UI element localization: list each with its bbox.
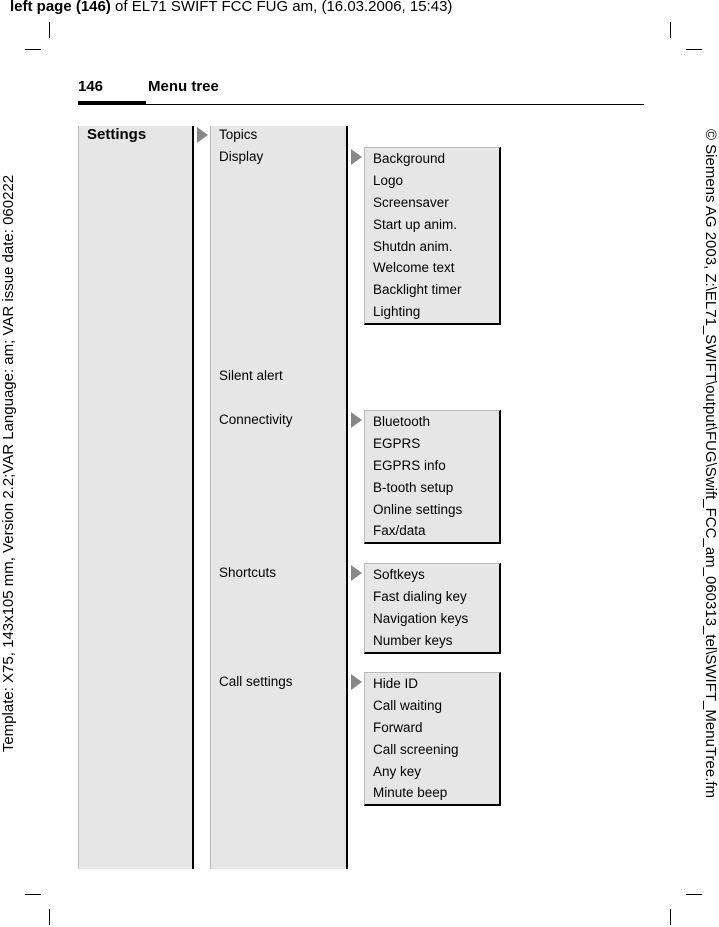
submenu-item: Fast dialing key — [373, 588, 467, 604]
menu-item-shortcuts: Shortcuts — [219, 565, 277, 580]
tree-level1-panel — [210, 126, 346, 869]
divider — [192, 126, 194, 869]
submenu-item: Screensaver — [373, 194, 449, 210]
menu-item-silent-alert: Silent alert — [219, 368, 283, 383]
submenu-item: Bluetooth — [373, 414, 431, 429]
submenu-item: Minute beep — [373, 785, 448, 801]
print-meta-line — [10, 0, 452, 15]
copyright-path: © Siemens AG 2003, Z:\EL71_SWIFT\output\FUG\Swift_FCC_am_060313_tel\SWIFT_MenuTree.fm — [702, 128, 719, 799]
submenu-call-settings — [364, 672, 501, 806]
submenu-item: Navigation keys — [373, 610, 469, 626]
submenu-item: Call screening — [373, 741, 459, 757]
section-title: Menu tree — [148, 78, 219, 95]
menu-item-connectivity: Connectivity — [219, 412, 293, 427]
submenu-item: Fax/data — [373, 523, 426, 539]
crop-mark — [49, 22, 50, 38]
tree-root-settings: Settings — [87, 126, 147, 143]
crop-mark — [25, 49, 41, 50]
submenu-item: Backlight timer — [373, 282, 462, 298]
submenu-item: Welcome text — [373, 260, 455, 276]
submenu-item: EGPRS — [373, 435, 421, 451]
page-number: 146 — [78, 78, 104, 95]
crop-mark — [49, 909, 50, 925]
menu-item-display: Display — [219, 149, 264, 164]
submenu-item: EGPRS info — [373, 457, 446, 473]
menu-item-topics: Topics — [219, 127, 258, 142]
submenu-shortcuts — [364, 563, 501, 654]
submenu-item: Shutdn anim. — [373, 238, 453, 254]
arrow-right-icon — [351, 565, 362, 581]
header-rule — [78, 104, 644, 105]
submenu-item: Online settings — [373, 501, 463, 517]
submenu-item: Call waiting — [373, 697, 443, 713]
crop-mark — [670, 909, 671, 925]
crop-mark — [670, 22, 671, 38]
submenu-connectivity — [364, 410, 501, 544]
crop-mark — [25, 894, 41, 895]
arrow-right-icon — [351, 149, 362, 165]
tree-root-panel — [78, 126, 192, 869]
submenu-item: Start up anim. — [373, 216, 458, 232]
submenu-item: Number keys — [373, 632, 453, 648]
print-meta-file: of EL71 SWIFT FCC FUG am, (16.03.2006, 15:43) — [110, 0, 453, 15]
divider — [78, 126, 79, 869]
print-meta-page: left page (146) — [10, 0, 111, 15]
submenu-item: Background — [373, 151, 446, 166]
divider — [210, 126, 211, 869]
submenu-item: Hide ID — [373, 676, 419, 691]
submenu-item: Forward — [373, 719, 423, 735]
divider — [346, 126, 348, 869]
menu-item-call-settings: Call settings — [219, 674, 293, 689]
arrow-right-icon — [197, 127, 208, 143]
template-info: Template: X75, 143x105 mm, Version 2.2;VAR Language: am; VAR issue date: 060222 — [0, 174, 17, 753]
submenu-item: B-tooth setup — [373, 479, 454, 495]
submenu-display — [364, 147, 501, 325]
arrow-right-icon — [351, 412, 362, 428]
submenu-item: Lighting — [373, 304, 421, 320]
arrow-right-icon — [351, 674, 362, 690]
submenu-item: Any key — [373, 763, 422, 779]
submenu-item: Logo — [373, 172, 404, 188]
submenu-item: Softkeys — [373, 567, 425, 582]
